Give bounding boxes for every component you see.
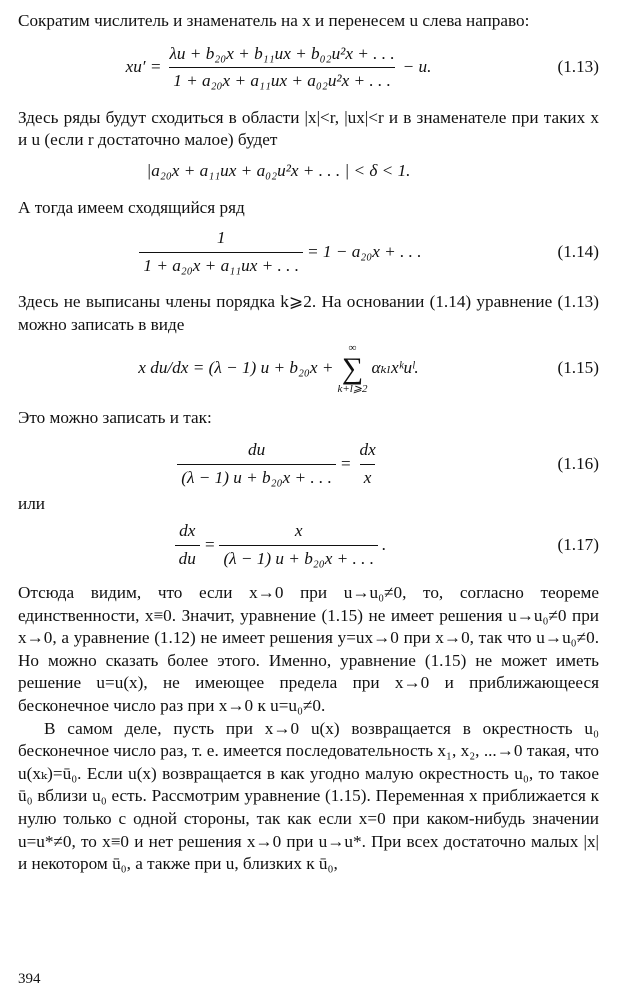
eq-1-15-tail: αₖₗxᵏuˡ. (371, 358, 419, 378)
paragraph-2: Здесь ряды будут сходиться в области |x|<r, |ux|<r и в знаменателе при таких x и u (если r достаточно малое) будет (18, 107, 599, 150)
eq-1-17-lhs-numerator: dx (179, 520, 196, 540)
equation-number-1-14: (1.14) (557, 241, 599, 261)
eq-1-16-rhs-fraction (355, 439, 379, 489)
equation-number-1-15: (1.15) (557, 358, 599, 378)
sum-sign: ∑ (341, 351, 364, 385)
eq-1-13-denominator: 1 + a₂₀x + a₁₁ux + a₀₂u²x + . . . (169, 67, 395, 93)
eq-1-14-numerator: 1 (216, 228, 226, 248)
equation-1-17 (18, 520, 599, 570)
eq-1-17-numerator: x (294, 520, 303, 540)
paragraph-4: Здесь не выписаны члены порядка k⩾2. На основании (1.14) уравнение (1.13) можно записать в виде (18, 292, 599, 334)
eq-1-17-lhs-denominator: du (175, 545, 200, 571)
paragraph-5: Это можно записать и так: (18, 407, 212, 427)
equation-1-15 (18, 343, 599, 395)
summation (337, 343, 367, 395)
sum-lower-limit: k+l⩾2 (337, 382, 368, 395)
equation-number-1-17: (1.17) (557, 534, 599, 554)
eq-1-17-equals: = (203, 534, 216, 554)
eq-1-14-tail: = 1 − a₂₀x + . . . (307, 241, 422, 261)
eq-1-13-fraction (165, 43, 398, 93)
eq-1-17-rhs-fraction (219, 520, 378, 570)
eq-1-16-denominator: (λ − 1) u + b₂₀x + . . . (177, 464, 336, 490)
inequality-text: |a₂₀x + a₁₁ux + a₀₂u²x + . . . | < δ < 1. (146, 160, 411, 180)
paragraph-3: А тогда имеем сходящийся ряд (18, 197, 245, 217)
equation-number-1-16: (1.16) (557, 453, 599, 473)
eq-1-13-numerator: λu + b₂₀x + b₁₁ux + b₀₂u²x + . . . (169, 43, 395, 63)
eq-1-15-lhs: x du/dx = (λ − 1) u + b₂₀x + (138, 358, 334, 378)
equation-1-14 (18, 227, 599, 277)
equation-1-13 (18, 43, 599, 93)
page-number: 394 (18, 971, 41, 987)
paragraph-1: Сократим числитель и знаменатель на x и перенесем u слева направо: (18, 11, 530, 30)
inequality (18, 160, 599, 183)
eq-1-13-lhs: xu′ = (125, 57, 162, 77)
paragraph-8: В самом деле, пусть при x→0 u(x) возвращается в окрестность u₀ бесконечное число раз, т. е. имеется последовательность x₁, x₂, ...→0 такая, что u(xₖ)=ū₀. Если u(x) возвращается в как угодно малую окрестность u₀, то такое ū₀ вблизи u₀ есть. Рассмотрим уравнение (1.15). Переменная x приближается к нулю только с одной стороны, так как если x=0 при каком-нибудь значении u=u*≠0, то x≡0 и нет решения x→0 при u→u*. При всех достаточно малых |x| и некотором ū₀, а также при u, близких к ū₀, (18, 718, 599, 874)
sum-upper-limit: ∞ (348, 341, 357, 354)
eq-1-16-lhs-fraction (177, 439, 336, 489)
eq-1-17-lhs-fraction (175, 520, 200, 570)
eq-1-14-fraction (139, 227, 303, 277)
paragraph-6: или (18, 494, 45, 514)
page-body (18, 10, 599, 876)
paragraph-7: Отсюда видим, что если x→0 при u→u₀≠0, то, согласно теореме единственности, x≡0. Значит, уравнение (1.15) не имеет решения u→u₀≠0 при x→0, а уравнение (1.12) не имеет решения y=ux→0 при x→0, так что u→u₀≠0. Но можно сказать более этого. Именно, уравнение (1.15) не может иметь решение u=u(x), не имеющее предела при x→0 и приближающееся бесконечное число раз при x→0 к u=u₀≠0. (18, 583, 599, 716)
eq-1-16-rhs-denominator: x (360, 464, 376, 490)
equation-number-1-13: (1.13) (557, 57, 599, 77)
eq-1-14-denominator: 1 + a₂₀x + a₁₁ux + . . . (139, 252, 303, 278)
eq-1-16-equals: = (339, 453, 352, 473)
equation-1-16 (18, 439, 599, 489)
eq-1-16-numerator: du (247, 440, 266, 460)
eq-1-17-denominator: (λ − 1) u + b₂₀x + . . . (219, 545, 378, 571)
eq-1-16-rhs-numerator: dx (359, 440, 376, 460)
eq-1-13-tail: − u. (402, 57, 432, 77)
eq-1-17-tail: . (382, 534, 387, 554)
